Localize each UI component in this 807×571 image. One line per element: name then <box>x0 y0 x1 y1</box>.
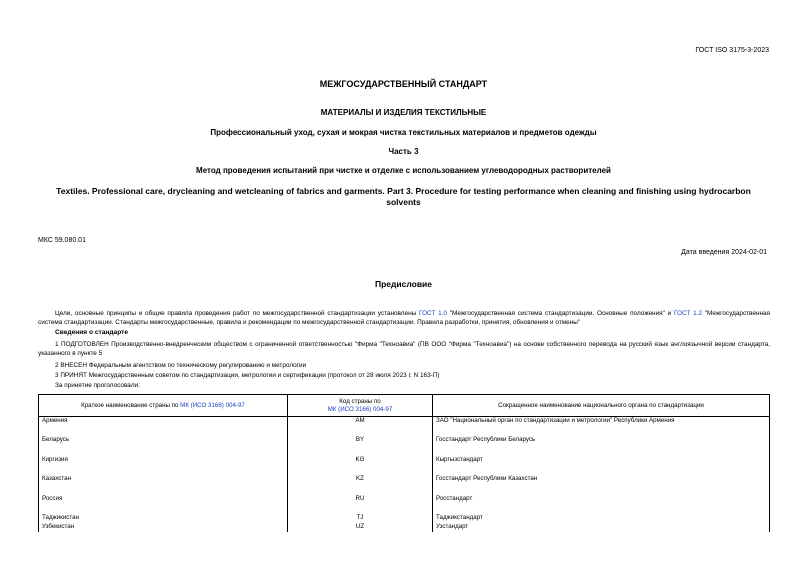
code-cell: AM <box>288 417 433 437</box>
standard-info-title: Сведения о стандарте <box>55 329 129 336</box>
country-cell: Таджикистан <box>39 514 288 523</box>
paragraph-text: "Межгосударственная система стандартизации. Стандарты межгосударственные, правила и рекомендации по межгосударственной стандартизации. Правила разработки, принятия, обновления и отмены" <box>38 310 771 327</box>
preface-title: Предисловие <box>374 279 433 289</box>
code-cell: TJ <box>288 514 433 523</box>
intro-date: Дата введения 2024-02-01 <box>681 249 767 256</box>
country-cell: Беларусь <box>39 436 288 456</box>
standard-heading: МЕЖГОСУДАРСТВЕННЫЙ СТАНДАРТ <box>319 79 488 89</box>
header-text: Код страны по <box>339 397 381 405</box>
mks-code: МКС 59.080.01 <box>38 237 86 244</box>
mk-iso-link[interactable]: МК (ИСО 3166) 004-97 <box>327 405 393 413</box>
part-heading: Часть 3 <box>388 147 419 156</box>
country-cell: Россия <box>39 495 288 515</box>
voted-label: За принятие проголосовали: <box>55 382 140 389</box>
header-org: Сокращенное наименование национального органа по стандартизации <box>433 395 770 417</box>
gost-1-2-link[interactable]: ГОСТ 1.2 <box>673 310 702 317</box>
org-cell: ЗАО "Национальный орган по стандартизации и метрологии" Республики Армения <box>433 417 770 437</box>
paragraph-text: "Межгосударственная система стандартизации. Основные положения" и <box>447 310 674 317</box>
code-cell: KZ <box>288 475 433 495</box>
org-cell: Кыргызстандарт <box>433 456 770 476</box>
table-row <box>39 417 770 437</box>
org-cell: Госстандарт Республики Беларусь <box>433 436 770 456</box>
country-cell: Киргизия <box>39 456 288 476</box>
org-cell: Таджикстандарт <box>433 514 770 523</box>
code-cell: UZ <box>288 523 433 532</box>
countries-table <box>38 394 770 532</box>
country-cell: Узбекистан <box>39 523 288 532</box>
table-header-row <box>39 395 770 417</box>
table-row <box>39 436 770 456</box>
code-cell: BY <box>288 436 433 456</box>
table-row <box>39 475 770 495</box>
materials-heading: МАТЕРИАЛЫ И ИЗДЕЛИЯ ТЕКСТИЛЬНЫЕ <box>320 108 487 117</box>
org-cell: Узстандарт <box>433 523 770 532</box>
table-row <box>39 456 770 476</box>
country-cell: Армения <box>39 417 288 437</box>
subtitle-heading: Профессиональный уход, сухая и мокрая чистка текстильных материалов и предметов одежды <box>210 128 597 137</box>
gost-1-0-link[interactable]: ГОСТ 1.0 <box>418 310 447 317</box>
org-cell: Госстандарт Республики Казахстан <box>433 475 770 495</box>
header-code <box>288 395 433 417</box>
country-cell: Казахстан <box>39 475 288 495</box>
item-prepared: 1 ПОДГОТОВЛЕН Производственно-внедренческим обществом с ограниченной ответственностью "Фирма "Техноавиа" (ПВ ООО "Фирма "Техноавиа") на основе собственного перевода на русский язык англоязычной версии стандарта, указанного в пункте 5 <box>38 341 770 358</box>
preface-paragraph <box>38 309 770 328</box>
item-adopted: 3 ПРИНЯТ Межгосударственным советом по стандартизации, метрологии и сертификации (протокол от 28 июля 2023 г. N 163-П) <box>55 372 440 379</box>
code-cell: KG <box>288 456 433 476</box>
english-title: Textiles. Professional care, drycleaning and wetcleaning of fabrics and garments. Part 3. Procedure for testing performance when cleaning and finishing using hydrocarbon solvents <box>56 186 751 207</box>
item-submitted: 2 ВНЕСЕН Федеральным агентством по техническому регулированию и метрологии <box>55 362 307 369</box>
mk-iso-link[interactable]: МК (ИСО 3166) 004-97 <box>180 401 245 409</box>
table-row <box>39 514 770 523</box>
paragraph-text: Цели, основные принципы и общие правила проведения работ по межгосударственной стандартизации установлены <box>55 310 419 317</box>
header-text: Краткое наименование страны по <box>81 401 181 409</box>
table-row <box>39 495 770 515</box>
document-number: ГОСТ ISO 3175-3-2023 <box>695 47 769 54</box>
method-heading: Метод проведения испытаний при чистке и отделке с использованием углеводородных растворителей <box>196 166 611 175</box>
header-country <box>39 395 288 417</box>
table-row <box>39 523 770 532</box>
org-cell: Росстандарт <box>433 495 770 515</box>
code-cell: RU <box>288 495 433 515</box>
